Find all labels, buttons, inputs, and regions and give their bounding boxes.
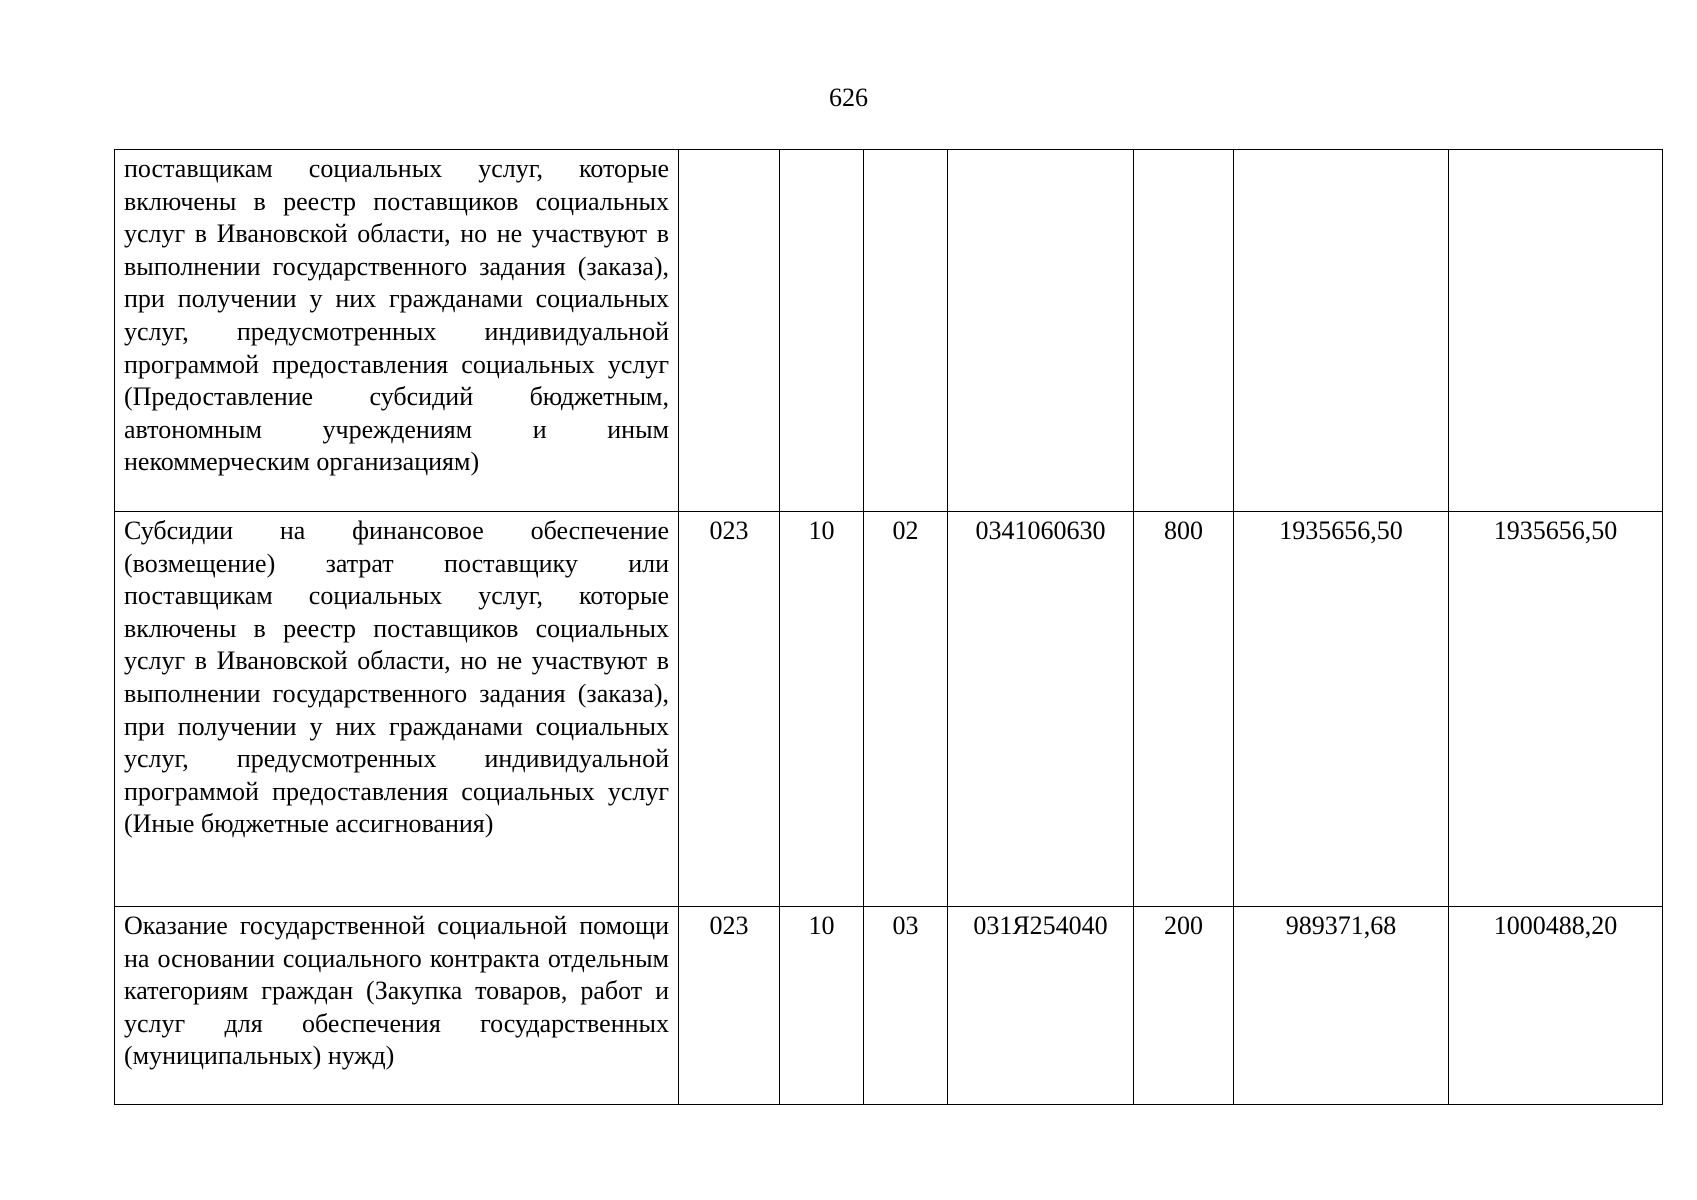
amount-second: 1935656,50 — [1449, 512, 1663, 907]
section-code — [780, 150, 864, 512]
subsection-code: 03 — [864, 907, 948, 1105]
expense-type-code: 200 — [1134, 907, 1234, 1105]
target-article-code: 031Я254040 — [948, 907, 1134, 1105]
ministry-code: 023 — [679, 907, 780, 1105]
section-code: 10 — [780, 907, 864, 1105]
target-article-code: 0341060630 — [948, 512, 1134, 907]
ministry-code: 023 — [679, 512, 780, 907]
table-row — [115, 150, 1663, 512]
row-description: Субсидии на финансовое обеспечение (возмещение) затрат поставщику или поставщикам социальных услуг, которые включены в реестр поставщиков социальных услуг в Ивановской области, но не участвуют в выполнении государственного задания (заказа), при получении у них гражданами социальных услуг, предусмотренных индивидуальной программой предоставления социальных услуг (Иные бюджетные ассигнования) — [115, 512, 679, 907]
amount-first: 1935656,50 — [1234, 512, 1449, 907]
target-article-code — [948, 150, 1134, 512]
expense-type-code — [1134, 150, 1234, 512]
subsection-code: 02 — [864, 512, 948, 907]
table-row — [115, 512, 1663, 907]
subsection-code — [864, 150, 948, 512]
amount-second — [1449, 150, 1663, 512]
row-description: поставщикам социальных услуг, которые включены в реестр поставщиков социальных услуг в Ивановской области, но не участвуют в выполнении государственного задания (заказа), при получении у них гражданами социальных услуг, предусмотренных индивидуальной программой предоставления социальных услуг (Предоставление субсидий бюджетным, автономным учреждениям и иным некоммерческим организациям) — [115, 150, 679, 512]
amount-second: 1000488,20 — [1449, 907, 1663, 1105]
amount-first: 989371,68 — [1234, 907, 1449, 1105]
table-row — [115, 907, 1663, 1105]
row-description: Оказание государственной социальной помощи на основании социального контракта отдельным категориям граждан (Закупка товаров, работ и услуг для обеспечения государственных (муниципальных) нужд) — [115, 907, 679, 1105]
budget-table — [114, 149, 1663, 1105]
section-code: 10 — [780, 512, 864, 907]
amount-first — [1234, 150, 1449, 512]
ministry-code — [679, 150, 780, 512]
page-number: 626 — [829, 83, 868, 112]
expense-type-code: 800 — [1134, 512, 1234, 907]
